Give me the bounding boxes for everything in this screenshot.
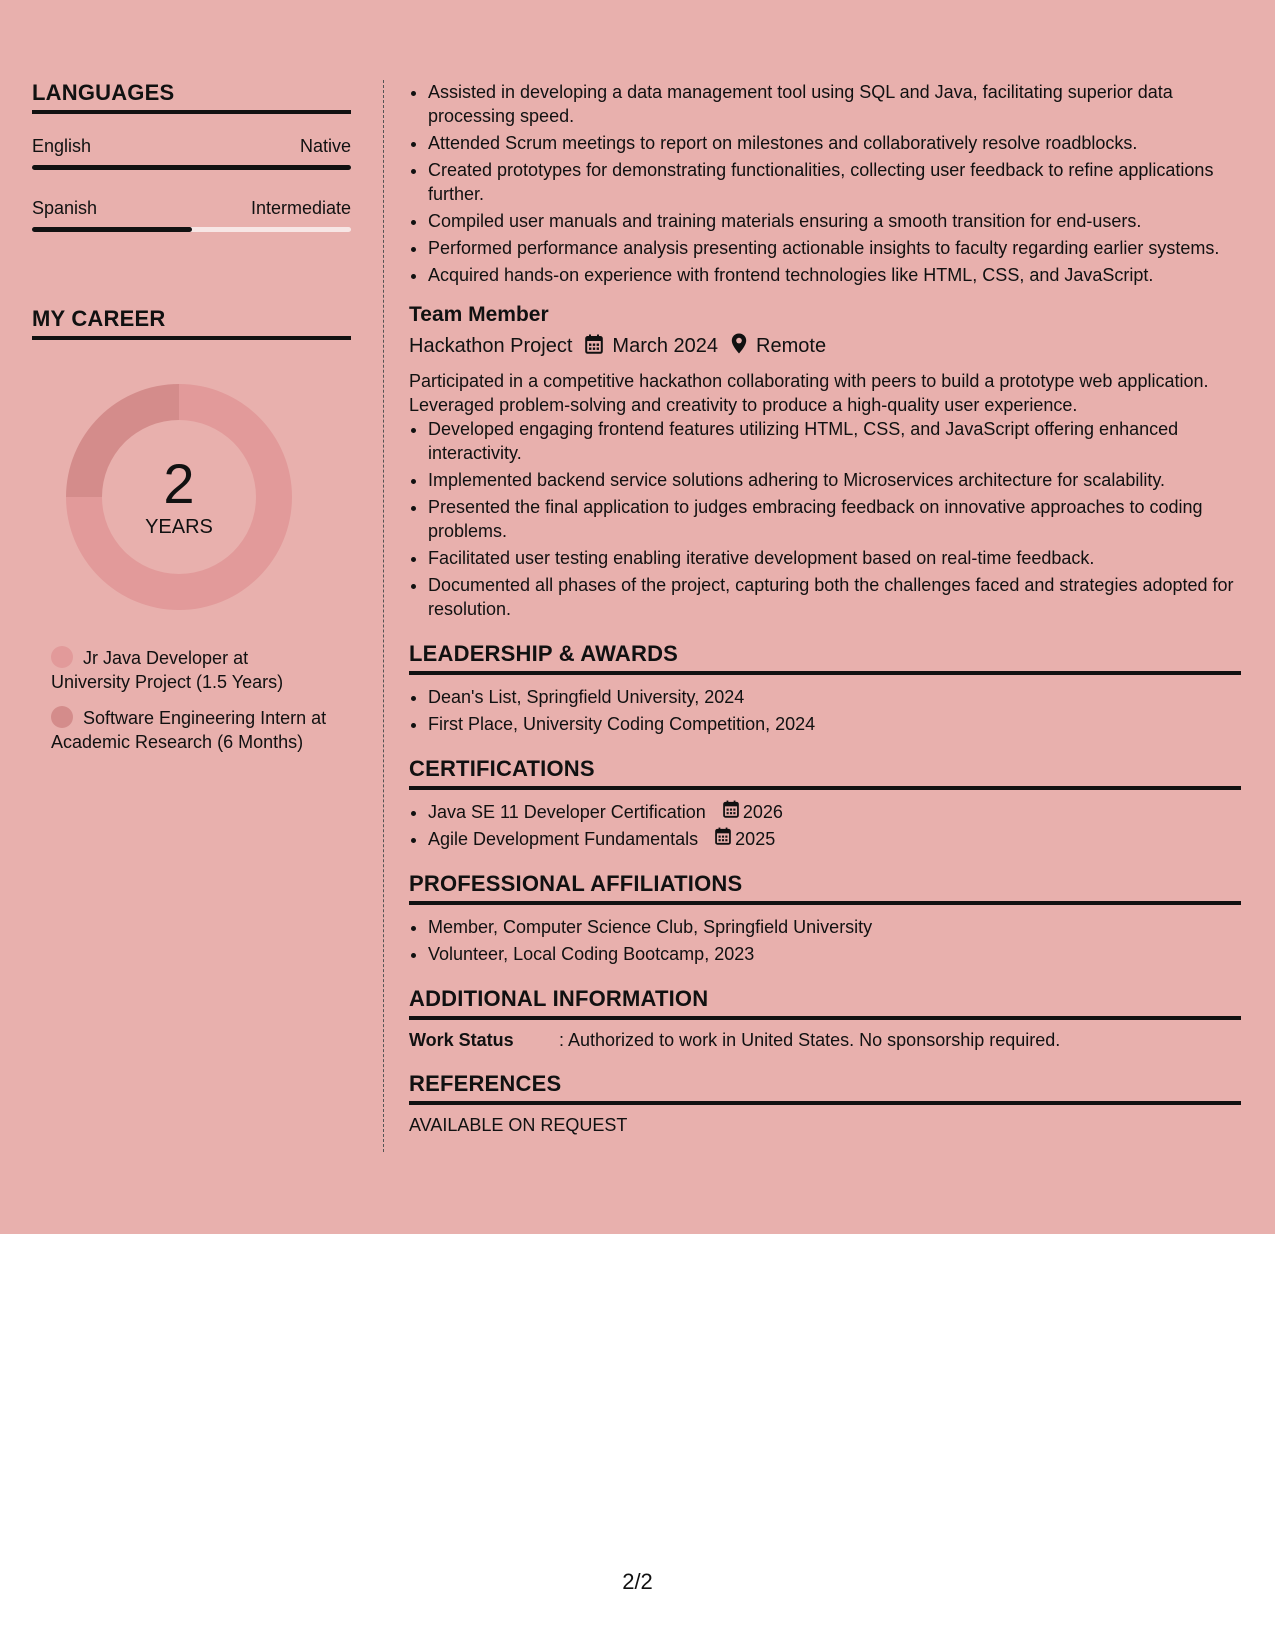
certification-year: 2026 xyxy=(742,802,783,822)
certification-item xyxy=(428,800,1241,824)
bullet-item: • Facilitated user testing enabling iterative development based on real-time feedback. xyxy=(428,546,1241,570)
references-text: AVAILABLE ON REQUEST xyxy=(409,1115,628,1135)
language-name: English xyxy=(32,136,92,156)
affiliations-section xyxy=(409,871,1241,966)
language-name: Spanish xyxy=(32,198,98,218)
certification-name: Agile Development Fundamentals xyxy=(428,829,699,849)
entry-bullets xyxy=(409,417,1241,621)
work-status-value: : Authorized to work in United States. No sponsorship required. xyxy=(559,1030,1061,1050)
certifications-section xyxy=(409,756,1241,851)
additional-info-heading: ADDITIONAL INFORMATION xyxy=(409,986,1241,1020)
calendar-icon xyxy=(585,334,603,360)
awards-section xyxy=(409,641,1241,736)
language-proficiency-bar xyxy=(32,165,351,170)
bullet-item: • Compiled user manuals and training materials ensuring a smooth transition for end-users. xyxy=(428,209,1241,233)
page-number: 2/2 xyxy=(622,1569,653,1594)
right-column xyxy=(409,80,1241,1136)
references-section xyxy=(409,1071,1241,1136)
references-heading: REFERENCES xyxy=(409,1071,1241,1105)
entry-description: Participated in a competitive hackathon collaborating with peers to build a prototype web application. Leveraged problem-solving and creativity to produce a high-quality user experience. xyxy=(409,371,1209,415)
certification-item xyxy=(428,827,1241,851)
certifications-heading: CERTIFICATIONS xyxy=(409,756,1241,790)
certification-name: Java SE 11 Developer Certification xyxy=(428,802,706,822)
affiliations-heading: PROFESSIONAL AFFILIATIONS xyxy=(409,871,1241,905)
legend-swatch xyxy=(51,706,73,728)
career-donut-chart xyxy=(66,384,292,610)
awards-heading: LEADERSHIP & AWARDS xyxy=(409,641,1241,675)
language-proficiency-fill xyxy=(32,165,351,170)
award-item: • Dean's List, Springfield University, 2024 xyxy=(428,685,1241,709)
bullet-item: • Presented the final application to judges embracing feedback on innovative approaches to coding problems. xyxy=(428,495,1241,543)
entry-date: March 2024 xyxy=(612,335,719,357)
legend-item xyxy=(51,706,331,754)
entry-meta xyxy=(409,333,1241,360)
bullet-item: • Documented all phases of the project, capturing both the challenges faced and strategies adopted for resolution. xyxy=(428,573,1241,621)
language-item xyxy=(32,198,351,232)
award-item: • First Place, University Coding Competition, 2024 xyxy=(428,712,1241,736)
experience-entry xyxy=(409,303,1241,621)
career-heading: MY CAREER xyxy=(32,306,351,340)
column-divider xyxy=(383,80,384,1152)
language-item xyxy=(32,136,351,170)
bullet-item: • Performed performance analysis presenting actionable insights to faculty regarding earlier systems. xyxy=(428,236,1241,260)
legend-swatch xyxy=(51,646,73,668)
legend-label: Jr Java Developer at University Project (1.5 Years) xyxy=(51,648,284,692)
bullet-item: • Assisted in developing a data management tool using SQL and Java, facilitating superior data processing speed. xyxy=(428,80,1241,128)
legend-label: Software Engineering Intern at Academic Research (6 Months) xyxy=(51,708,327,752)
language-proficiency-bar xyxy=(32,227,351,232)
legend-item xyxy=(51,646,331,694)
previous-role-bullets xyxy=(409,80,1241,287)
left-column xyxy=(32,80,351,766)
certification-year: 2025 xyxy=(735,829,776,849)
entry-org: Hackathon Project xyxy=(409,335,573,357)
language-proficiency-fill xyxy=(32,227,192,232)
career-legend xyxy=(51,646,331,754)
calendar-icon xyxy=(723,800,739,824)
entry-location: Remote xyxy=(756,335,827,357)
career-total-value: 2 xyxy=(163,452,195,515)
bullet-item: • Attended Scrum meetings to report on milestones and collaboratively resolve roadblocks. xyxy=(428,131,1241,155)
language-level: Native xyxy=(299,136,351,156)
bullet-item: • Implemented backend service solutions adhering to Microservices architecture for scalability. xyxy=(428,468,1241,492)
bullet-item: • Developed engaging frontend features utilizing HTML, CSS, and JavaScript offering enhanced interactivity. xyxy=(428,417,1241,465)
bullet-item: • Created prototypes for demonstrating functionalities, collecting user feedback to refine applications further. xyxy=(428,158,1241,206)
career-total-unit: YEARS xyxy=(145,516,213,538)
language-level: Intermediate xyxy=(250,198,351,218)
bullet-item: • Acquired hands-on experience with frontend technologies like HTML, CSS, and JavaScript. xyxy=(428,263,1241,287)
languages-heading: LANGUAGES xyxy=(32,80,351,114)
calendar-icon xyxy=(715,827,731,851)
affiliation-item: • Volunteer, Local Coding Bootcamp, 2023 xyxy=(428,942,1241,966)
location-pin-icon xyxy=(731,333,747,360)
entry-role: Team Member xyxy=(409,303,549,326)
affiliation-item: • Member, Computer Science Club, Springfield University xyxy=(428,915,1241,939)
additional-info-section xyxy=(409,986,1241,1051)
work-status-label: Work Status xyxy=(409,1030,514,1050)
work-status-row xyxy=(409,1030,1241,1051)
